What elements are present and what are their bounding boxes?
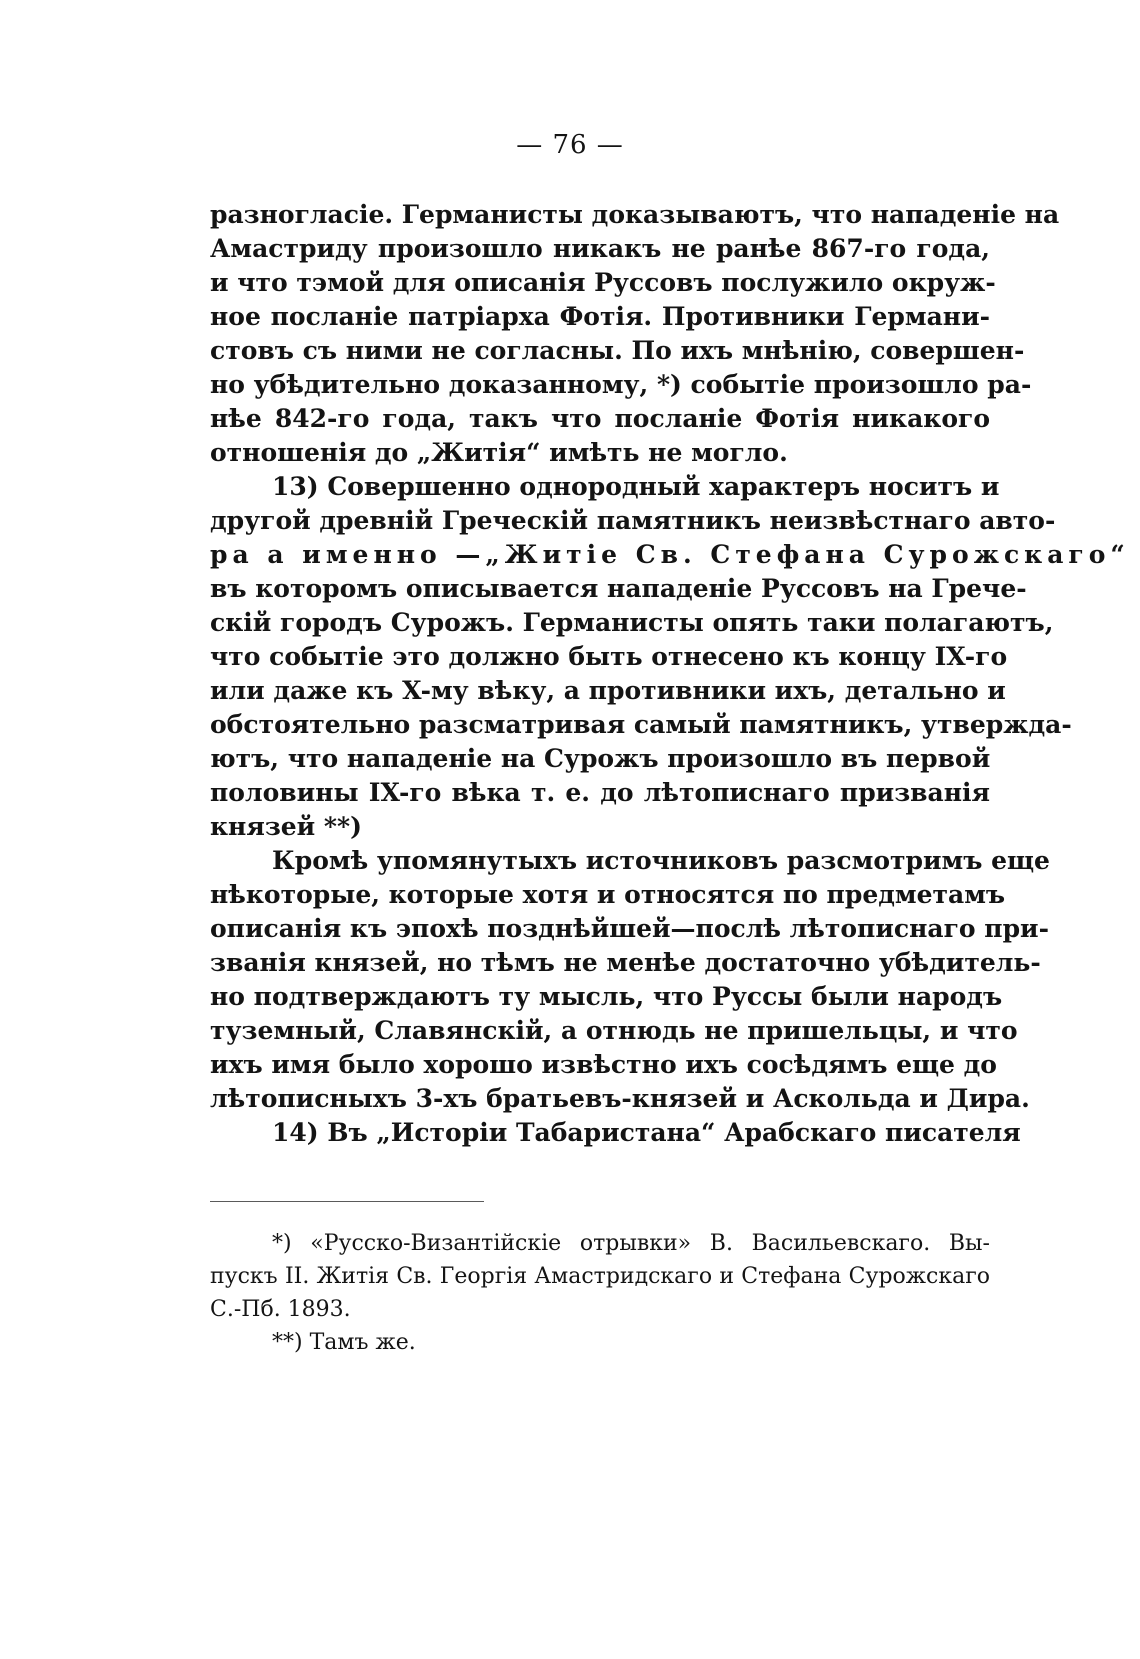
text-line: въ которомъ описывается нападеніе Руссовъ на Грече- <box>210 574 1027 603</box>
text-line: но убѣдительно доказанному, *) событіе произошло ра- <box>210 370 1032 399</box>
text-line: ное посланіе патріарха Фотія. Противники Германи- <box>210 302 990 331</box>
footnote-line: С.-Пб. 1893. <box>210 1297 351 1322</box>
text-line: отношенія до „Житія“ имѣть не могло. <box>210 438 788 467</box>
footnote-line: пускъ II. Житія Св. Георгія Амастридскаго и Стефана Сурожскаго <box>210 1264 990 1289</box>
footnote-line: **) Тамъ же. <box>272 1330 416 1355</box>
text-line: и что тэмой для описанія Руссовъ послужило окруж- <box>210 268 996 297</box>
paragraph-13-start: 13) Совершенно однородный характеръ носитъ и <box>272 472 1000 501</box>
text-line: туземный, Славянскій, а отнюдь не пришельцы, и что <box>210 1016 1018 1045</box>
footnotes <box>210 1227 990 1359</box>
paragraph-sources-start: Кромѣ упомянутыхъ источниковъ разсмотримъ еще <box>272 846 1050 875</box>
text-line: стовъ съ ними не согласны. По ихъ мнѣнію, совершен- <box>210 336 1025 365</box>
text-line: нѣкоторые, которые хотя и относятся по предметамъ <box>210 880 1006 909</box>
text-line: половины IX-го вѣка т. е. до лѣтописнаго призванія <box>210 778 990 807</box>
paragraph-14-start: 14) Въ „Исторіи Табаристана“ Арабскаго писателя <box>272 1118 1021 1147</box>
page-number: — 76 — <box>516 130 624 160</box>
main-text <box>210 198 1130 1150</box>
text-line: нѣе 842-го года, такъ что посланіе Фотія никакого <box>210 404 990 433</box>
footnote-divider <box>210 1201 484 1202</box>
text-line: но подтверждаютъ ту мысль, что Руссы были народъ <box>210 982 1003 1011</box>
text-line: ютъ, что нападеніе на Сурожъ произошло въ первой <box>210 744 991 773</box>
text-line: Амастриду произошло никакъ не ранѣе 867-го года, <box>210 234 990 263</box>
text-line-title: ра а именно —„Житіе Св. Стефана Сурожскаго“ <box>210 540 1130 569</box>
text-line: разногласіе. Германисты доказываютъ, что нападеніе на <box>210 200 1060 229</box>
text-line: описанія къ эпохѣ позднѣйшей—послѣ лѣтописнаго при- <box>210 914 1049 943</box>
text-line: или даже къ X-му вѣку, а противники ихъ, детально и <box>210 676 1006 705</box>
text-line: лѣтописныхъ 3-хъ братьевъ-князей и Аскольда и Дира. <box>210 1084 1030 1113</box>
text-line: ихъ имя было хорошо извѣстно ихъ сосѣдямъ еще до <box>210 1050 997 1079</box>
text-line: что событіе это должно быть отнесено къ концу IX-го <box>210 642 1008 671</box>
text-line: скій городъ Сурожъ. Германисты опять таки полагаютъ, <box>210 608 1054 637</box>
footnote-line: *) «Русско-Византійскіе отрывки» В. Васильевскаго. Вы- <box>272 1231 990 1256</box>
text-line: князей **) <box>210 812 362 841</box>
text-line: званія князей, но тѣмъ не менѣе достаточно убѣдитель- <box>210 948 1041 977</box>
text-line: другой древній Греческій памятникъ неизвѣстнаго авто- <box>210 506 1056 535</box>
text-line: обстоятельно разсматривая самый памятникъ, утвержда- <box>210 710 1072 739</box>
